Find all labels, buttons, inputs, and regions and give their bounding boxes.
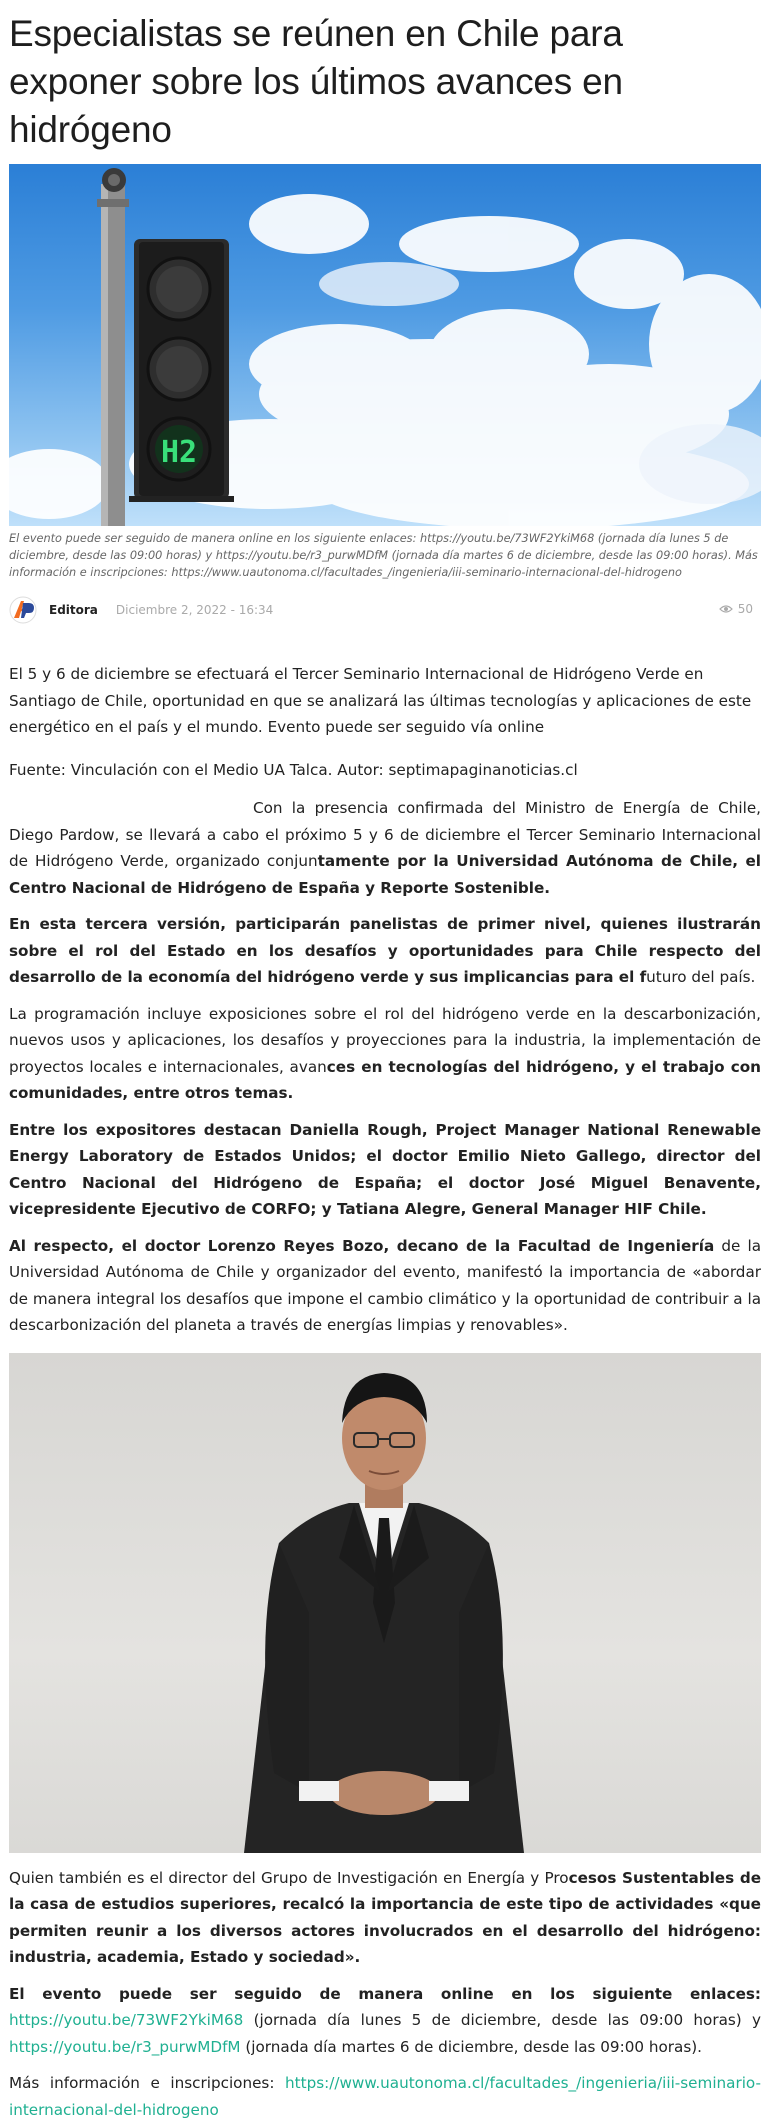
body-paragraph-6-bold: cesos Sustentables de la casa de estudios superiores, recalcó la importancia de este tipo de actividades «que permiten reunir a los diversos actores involucrados en el desarrollo del hidrógeno: industria, academia, Estado y sociedad». <box>9 1868 762 1966</box>
youtube-link-day2[interactable]: https://youtu.be/r3_purwMDfM <box>9 2037 241 2056</box>
publish-date: Diciembre 2, 2022 - 16:34 <box>115 603 274 617</box>
h2-sign-text: H2 <box>161 435 198 470</box>
hero-caption: El evento puede ser seguido de manera online en los siguiente enlaces: https://youtu.be/73WF2YkiM68 (jornada día lunes 5 de diciembre, desde las 09:00 horas) y https://youtu.be/r3_purwMDfM (jornada día martes 6 de diciembre, desde las 09:00 horas). Más información e inscripciones: https://www.uautonoma.cl/facultades_/ingenieria/iii-seminario-internacional-del-hidrogeno <box>9 532 758 579</box>
body-paragraph-5-text: de la Universidad Autónoma de Chile y organizador del evento, manifestó la importancia de «abordar de manera integral los desafíos que impone el cambio climático y la oportunidad de contribuir a la descarbonización del planeta a través de energías limpias y renovables». <box>9 1236 761 1334</box>
body-paragraph-3 <box>9 1001 761 1107</box>
eye-icon <box>719 604 733 614</box>
traffic-light-illustration <box>9 164 761 526</box>
hero-image <box>9 164 761 526</box>
body-paragraph-2-text: uturo del país. <box>646 968 756 986</box>
author-logo-icon[interactable] <box>9 596 37 624</box>
body-paragraph-6-text: Quien también es el director del Grupo de Investigación en Energía y Pro <box>9 1868 569 1887</box>
article <box>9 0 761 2123</box>
body-paragraph-4: Entre los expositores destacan Daniella Rough, Project Manager National Renewable Energy Laboratory de Estados Unidos; el doctor Emilio Nieto Gallego, director del Centro Nacional del Hidrógeno de España; el doctor José Miguel Benavente, vicepresidente Ejecutivo de CORFO; y Tatiana Alegre, General Manager HIF Chile. <box>9 1120 761 1218</box>
body-paragraph-7-text-1: (jornada día lunes 5 de diciembre, desde las 09:00 horas) y <box>243 2011 761 2029</box>
registration-link[interactable]: https://www.uautonoma.cl/facultades_/ingenieria/iii-seminario-internacional-del-hidrogeno <box>9 2074 761 2119</box>
body-paragraph-8 <box>9 2070 761 2123</box>
body-paragraph-1-text: Con la presencia confirmada del Ministro de Energía de Chile, Diego Pardow, se llevará a cabo el próximo 5 y 6 de diciembre el Tercer Seminario Internacional de Hidrógeno Verde, organizado conjun <box>9 799 761 870</box>
body-paragraph-2-bold: En esta tercera versión, participarán panelistas de primer nivel, quienes ilustrarán sobre el rol del Estado en los desafíos y oportunidades para Chile respecto del desarrollo de la economía del hidrógeno verde y sus implicancias para el f <box>9 915 761 986</box>
body-paragraph-7 <box>9 1981 761 2061</box>
body-paragraph-6 <box>9 1865 761 1971</box>
body-paragraph-3-bold: ces en tecnologías del hidrógeno, y el trabajo con comunidades, entre otros temas. <box>9 1057 761 1102</box>
body-paragraph-8-text: Más información e inscripciones: <box>9 2074 286 2092</box>
portrait-photo <box>9 1353 761 1853</box>
body-paragraph-7-text-2: (jornada día martes 6 de diciembre, desde las 09:00 horas). <box>240 2037 703 2056</box>
article-meta <box>9 593 761 627</box>
views-counter <box>719 602 753 616</box>
body-paragraph-7-bold: El evento puede ser seguido de manera online en los siguiente enlaces: <box>9 1984 761 2003</box>
body-paragraph-5 <box>9 1233 761 1339</box>
portrait-illustration <box>9 1353 761 1853</box>
youtube-link-day1[interactable]: https://youtu.be/73WF2YkiM68 <box>9 2011 244 2029</box>
article-title: Especialistas se reúnen en Chile para exponer sobre los últimos avances en hidrógeno <box>9 13 623 150</box>
views-count: 50 <box>737 602 753 616</box>
lead-paragraph: El 5 y 6 de diciembre se efectuará el Tercer Seminario Internacional de Hidrógeno Verde en Santiago de Chile, oportunidad en que se analizará las últimas tecnologías y aplicaciones de este energético en el país y el mundo. Evento puede ser seguido vía online <box>9 665 752 736</box>
body-paragraph-1-bold: tamente por la Universidad Autónoma de Chile, el Centro Nacional de Hidrógeno de España y Reporte Sostenible. <box>9 852 761 897</box>
body-paragraph-3-text: La programación incluye exposiciones sobre el rol del hidrógeno verde en la descarbonización, nuevos usos y aplicaciones, los desafíos y proyecciones para la industria, la implementación de proyectos locales e internacionales, avan <box>9 1004 761 1076</box>
body-paragraph-1 <box>9 795 761 901</box>
author-name[interactable]: Editora <box>49 603 98 617</box>
h2-sign <box>161 435 197 470</box>
body-paragraph-2 <box>9 911 761 991</box>
source-line: Fuente: Vinculación con el Medio UA Talca. Autor: septimapaginanoticias.cl <box>9 760 578 779</box>
body-paragraph-5-bold: Al respecto, el doctor Lorenzo Reyes Bozo, decano de la Facultad de Ingeniería <box>9 1236 715 1255</box>
